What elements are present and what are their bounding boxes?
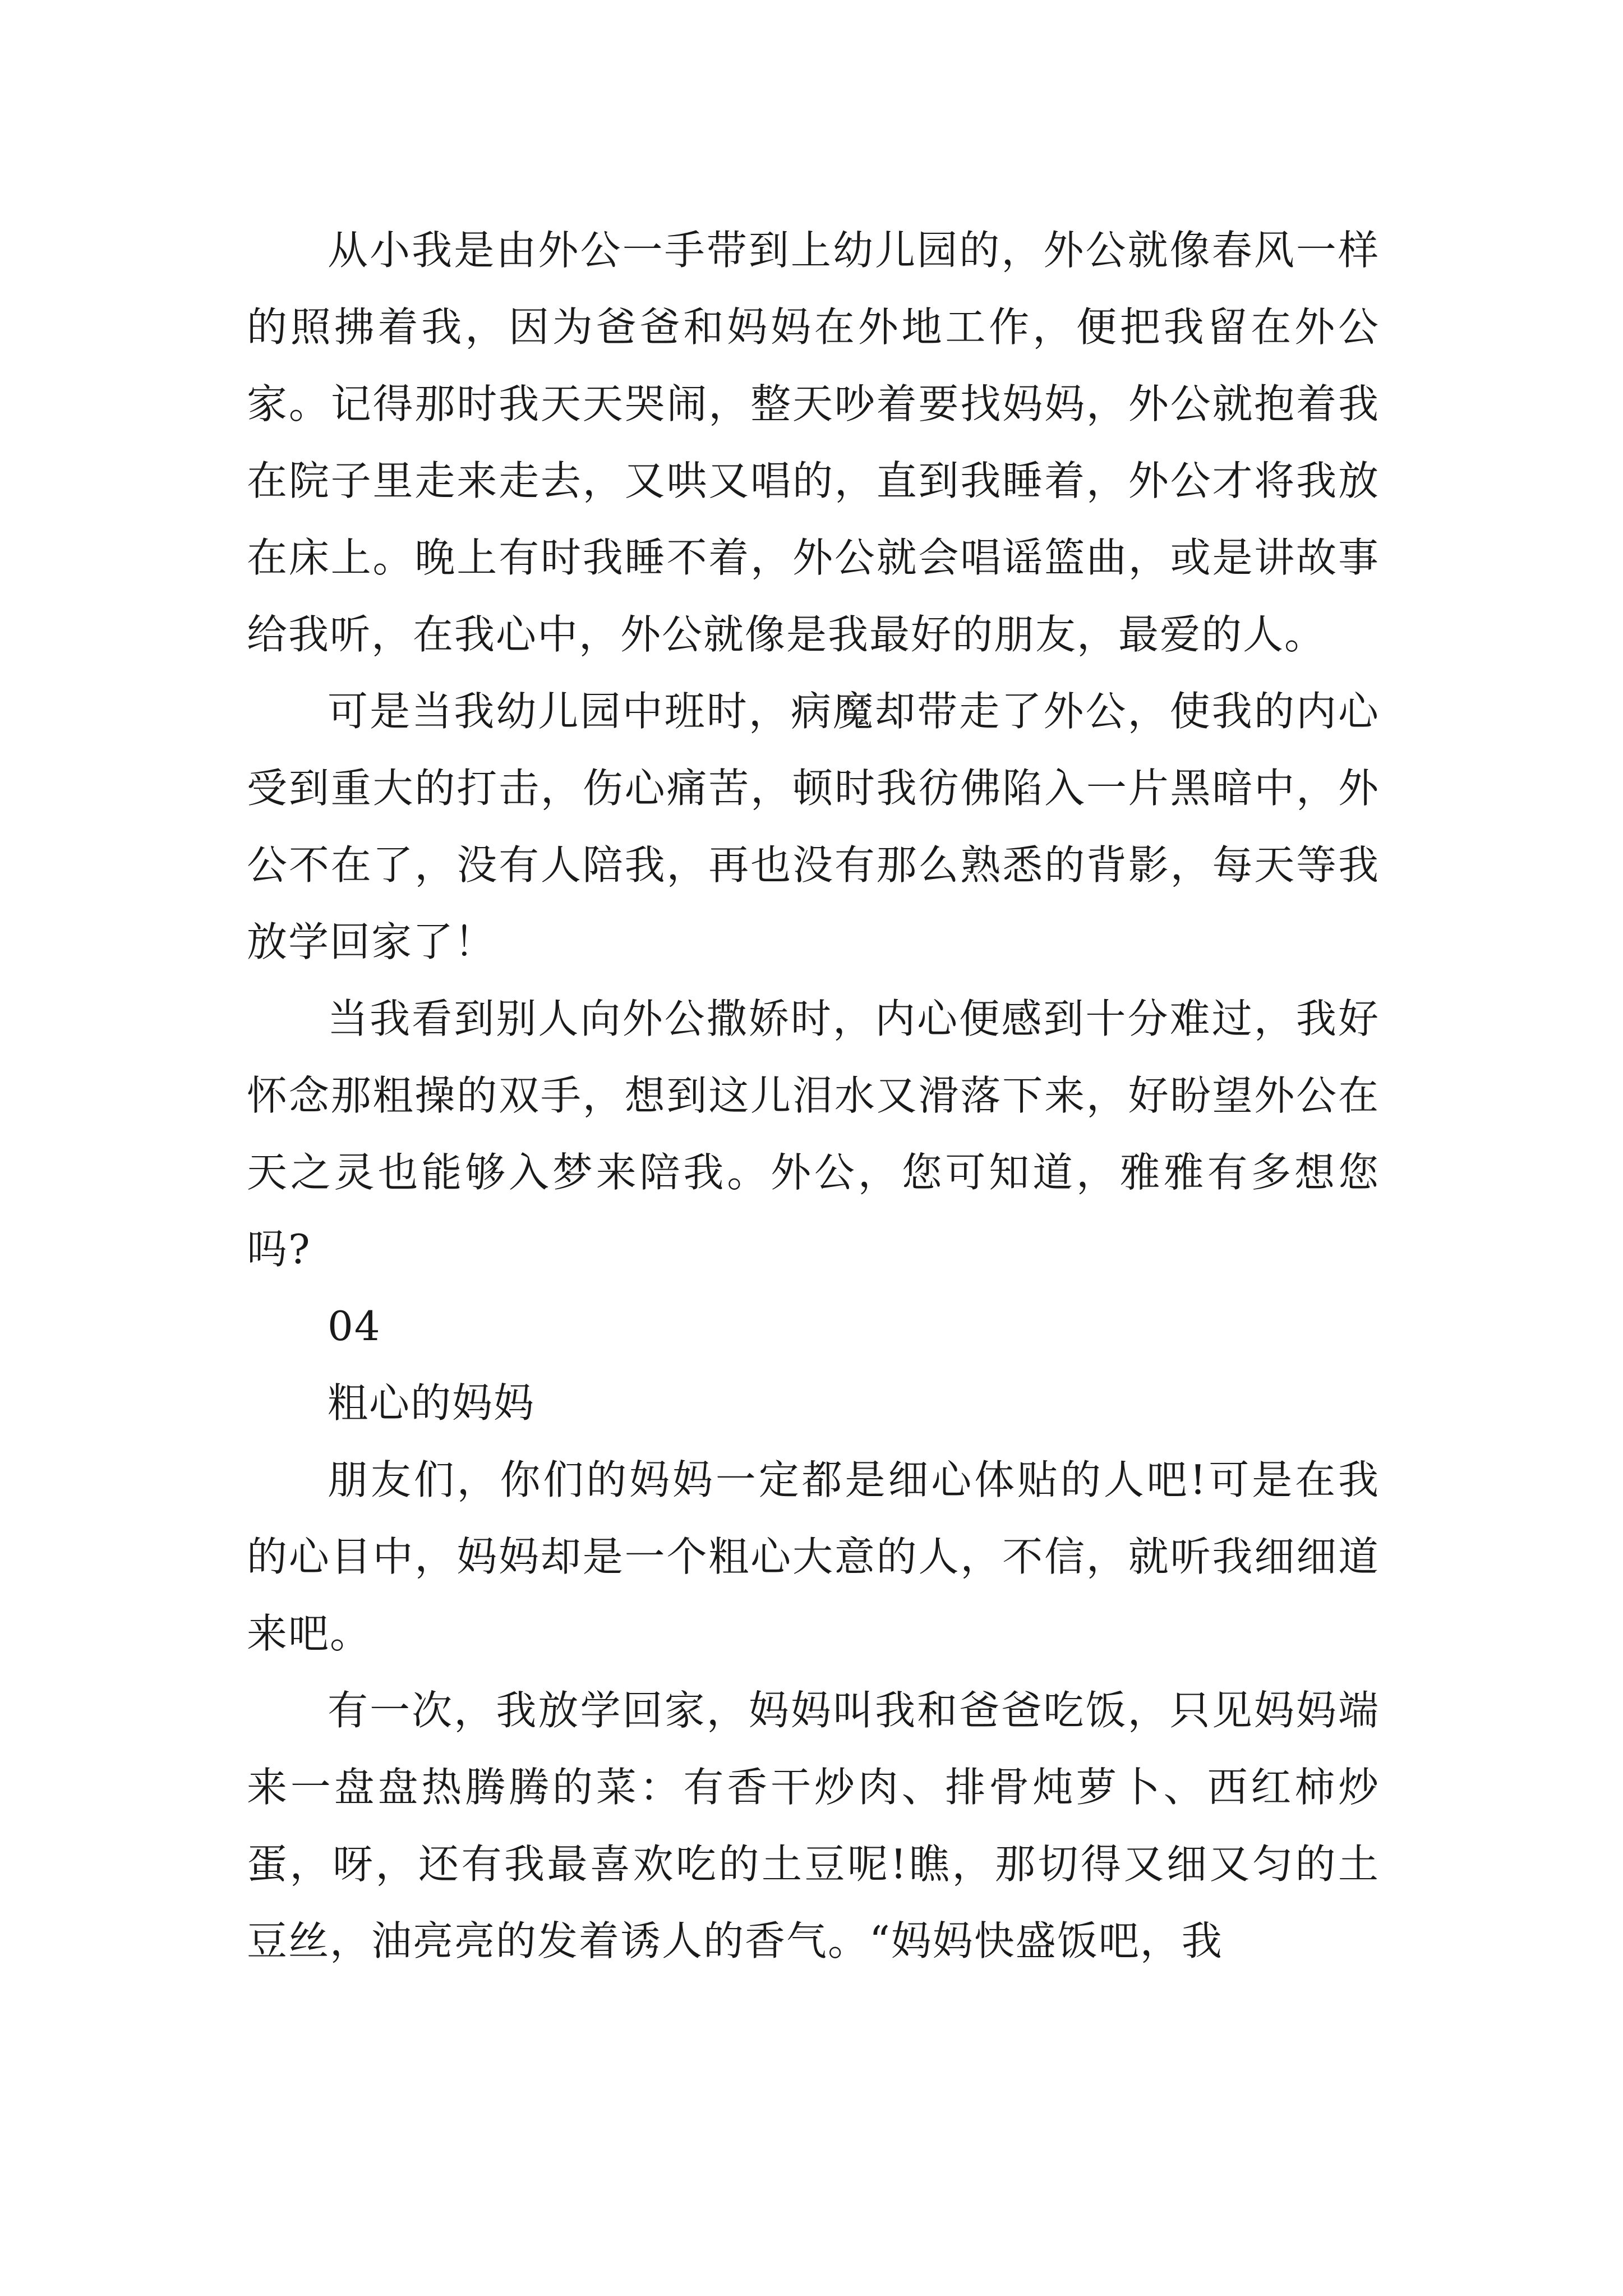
paragraph-4: 朋友们，你们的妈妈一定都是细心体贴的人吧!可是在我的心目中，妈妈却是一个粗心大意的人，不信，就听我细细道来吧。 bbox=[247, 1456, 1380, 1657]
paragraph-5: 有一次，我放学回家，妈妈叫我和爸爸吃饭，只见妈妈端来一盘盘热腾腾的菜：有香干炒肉、排骨炖萝卜、西红柿炒蛋，呀，还有我最喜欢吃的土豆呢!瞧，那切得又细又匀的土豆丝，油亮亮的发着诱人的香气。“妈妈快盛饭吧，我 bbox=[247, 1687, 1380, 1964]
paragraph-2: 可是当我幼儿园中班时，病魔却带走了外公，使我的内心受到重大的打击，伤心痛苦，顿时我彷佛陷入一片黑暗中，外公不在了，没有人陪我，再也没有那么熟悉的背影，每天等我放学回家了！ bbox=[247, 688, 1380, 965]
section-number: 04 bbox=[328, 1303, 381, 1350]
paragraph-3: 当我看到别人向外公撒娇时，内心便感到十分难过，我好怀念那粗操的双手，想到这儿泪水又滑落下来，好盼望外公在天之灵也能够入梦来陪我。外公，您可知道，雅雅有多想您吗? bbox=[247, 995, 1380, 1273]
paragraph-1: 从小我是由外公一手带到上幼儿园的，外公就像春风一样的照拂着我，因为爸爸和妈妈在外地工作，便把我留在外公家。记得那时我天天哭闹，整天吵着要找妈妈，外公就抱着我在院子里走来走去，又哄又唱的，直到我睡着，外公才将我放在床上。晚上有时我睡不着，外公就会唱谣篮曲，或是讲故事给我听，在我心中，外公就像是我最好的朋友，最爱的人。 bbox=[247, 227, 1380, 658]
body-text bbox=[247, 212, 1380, 1980]
section-title: 粗心的妈妈 bbox=[328, 1379, 536, 1427]
